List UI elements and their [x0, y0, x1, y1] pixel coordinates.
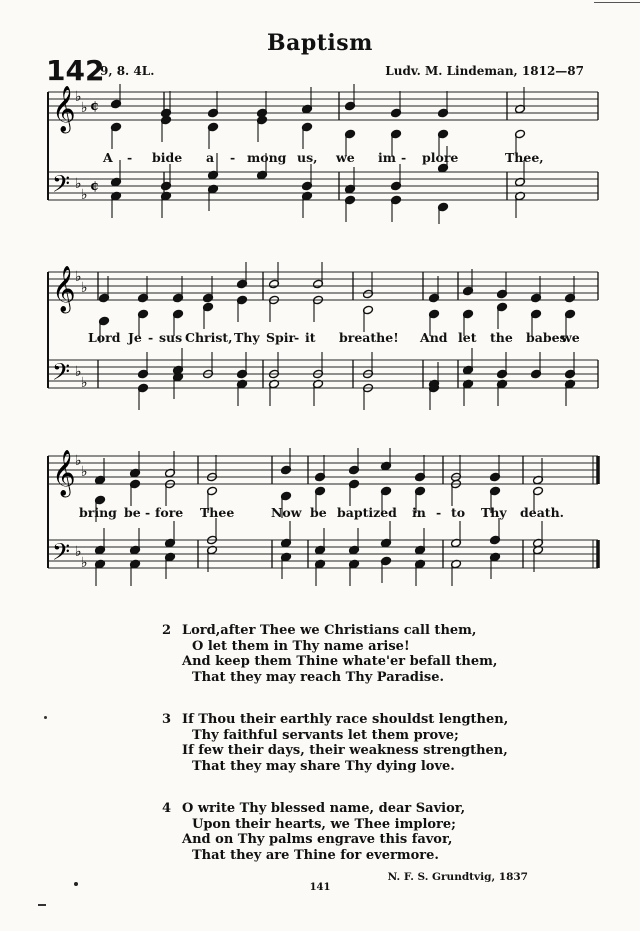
lyric-syllable: us, [297, 150, 318, 165]
lyric-syllable: mong [247, 150, 287, 165]
lyric-syllable: - [148, 330, 154, 345]
lyric-syllable: sus [159, 330, 183, 345]
lyric-syllable: we [561, 330, 580, 345]
scan-speck [38, 904, 46, 906]
lyric-syllable: Spir [266, 330, 296, 345]
flat-icon: ♭ [75, 176, 82, 192]
lyric-syllable: bring [79, 505, 117, 520]
verse-line: That they may reach Thy Paradise. [192, 669, 445, 685]
page-number: 141 [309, 882, 331, 893]
treble-clef-icon: 𝄞 [52, 450, 76, 496]
flat-icon: ♭ [81, 187, 88, 203]
lyric-syllable: Lord [88, 330, 121, 345]
flat-icon: ♭ [81, 280, 88, 296]
scan-speck [44, 716, 47, 719]
flat-icon: ♭ [75, 544, 82, 560]
lyric-syllable: let [458, 330, 477, 345]
lyric-syllable: babes [526, 330, 567, 345]
flat-icon: ♭ [75, 89, 82, 105]
lyric-syllable: - [145, 505, 151, 520]
verse-2 [162, 623, 497, 685]
lyric-syllable: plore [422, 150, 459, 165]
lyric-syllable: a [206, 150, 215, 165]
lyric-syllable: in [412, 505, 426, 520]
lyric-syllable: the [490, 330, 513, 345]
flat-icon: ♭ [81, 100, 88, 116]
verse-line: Thy faithful servants let them prove; [192, 727, 459, 743]
lyric-syllable: fore [155, 505, 184, 520]
flat-icon: ♭ [81, 555, 88, 571]
bass-clef-icon: 𝄢 [52, 538, 71, 571]
lyric-syllable: it [305, 330, 316, 345]
flat-icon: ♭ [75, 269, 82, 285]
verse-line: O write Thy blessed name, dear Savior, [182, 801, 466, 816]
verse-line: That they are Thine for evermore. [192, 847, 439, 863]
lyric-syllable: be [124, 505, 141, 520]
flat-icon: ♭ [75, 364, 82, 380]
music-system-1 [0, 84, 640, 224]
verse-line: If Thou their earthly race shouldst lengthen, [182, 712, 509, 727]
verse-line: And on Thy palms engrave this favor, [182, 832, 453, 847]
flat-icon: ♭ [75, 453, 82, 469]
lyric-syllable: And [420, 330, 448, 345]
lyric-syllable: - [401, 150, 407, 165]
flat-icon: ♭ [81, 375, 88, 391]
flat-icon: ♭ [81, 464, 88, 480]
lyric-syllable: - [294, 330, 300, 345]
verse-number: 4 [162, 801, 172, 816]
bass-clef-icon: 𝄢 [52, 358, 71, 391]
verse-number: 2 [162, 623, 172, 638]
lyric-syllable: - [436, 505, 442, 520]
scan-speck [74, 882, 78, 886]
lyric-syllable: A [103, 150, 113, 165]
bass-clef-icon: 𝄢 [52, 170, 71, 203]
verse-line: O let them in Thy name arise! [192, 638, 410, 654]
section-title: Baptism [267, 30, 373, 56]
verse-line: That they may share Thy dying love. [192, 758, 455, 774]
verse-4 [162, 801, 465, 863]
lyric-syllable: breathe! [339, 330, 399, 345]
hymn-meter: 9, 8. 4L. [100, 64, 155, 78]
lyric-syllable: baptized [337, 505, 397, 520]
lyric-syllable: bide [152, 150, 183, 165]
treble-clef-icon: 𝄞 [52, 86, 76, 132]
lyric-syllable: Now [271, 505, 302, 520]
lyric-syllable: Thee, [505, 150, 544, 165]
verse-line: Lord,after Thee we Christians call them, [182, 623, 477, 638]
verse-3 [162, 712, 508, 774]
music-system-3 [0, 448, 640, 598]
composer-credit: Ludv. M. Lindeman, 1812—87 [385, 64, 584, 78]
lyric-syllable: death. [520, 505, 565, 520]
lyric-syllable: Christ, [185, 330, 233, 345]
lyric-syllable: we [336, 150, 355, 165]
lyric-syllable: Thee [200, 505, 235, 520]
verse-line: And keep them Thine whate'er befall them, [182, 654, 498, 669]
verse-line: If few their days, their weakness strengthen, [182, 743, 508, 758]
lyric-syllable: - [127, 150, 133, 165]
lyric-syllable: to [451, 505, 466, 520]
lyric-syllable: be [310, 505, 327, 520]
verse-line: Upon their hearts, we Thee implore; [192, 816, 456, 832]
verse-number: 3 [162, 712, 172, 727]
author-credit: N. F. S. Grundtvig, 1837 [387, 871, 528, 883]
time-signature: ¢ [90, 179, 100, 194]
lyric-syllable: Thy [481, 505, 507, 520]
lyric-syllable: Thy [234, 330, 260, 345]
time-signature: ¢ [90, 99, 100, 114]
treble-clef-icon: 𝄞 [52, 266, 76, 312]
hymn-number: 142 [46, 54, 105, 87]
lyric-syllable: - [230, 150, 236, 165]
lyric-syllable: im [378, 150, 396, 165]
lyric-syllable: Je [128, 330, 142, 345]
scan-speck [594, 2, 640, 3]
